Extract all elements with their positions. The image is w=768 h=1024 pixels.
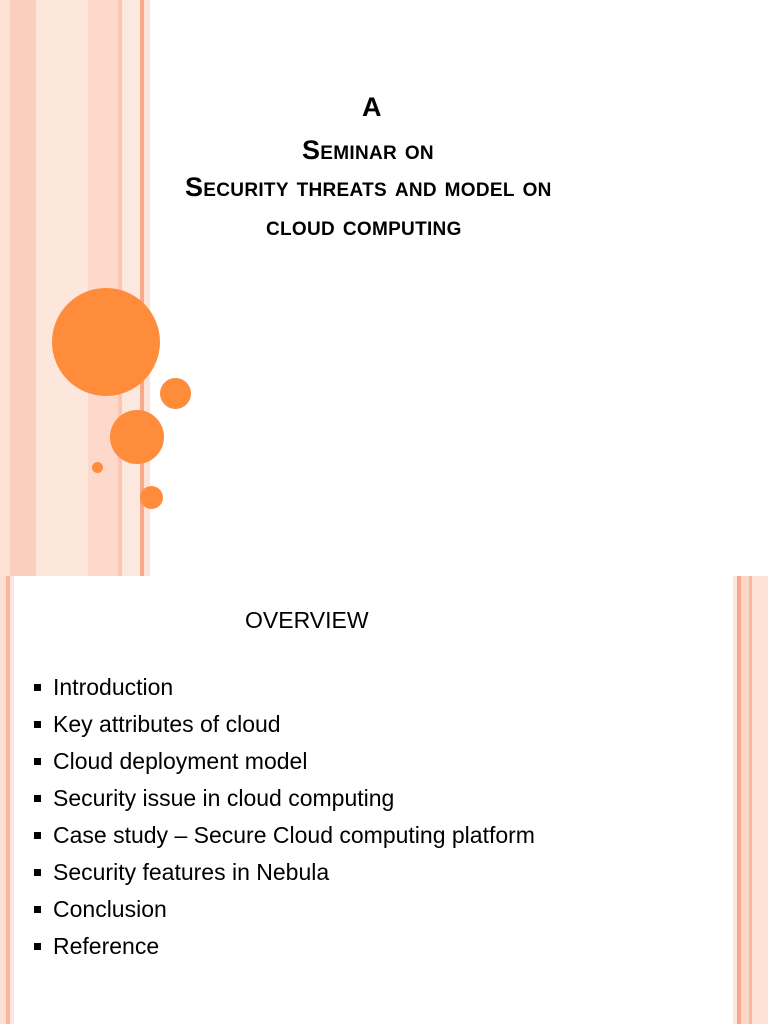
overview-list xyxy=(34,672,535,968)
decorative-circle-medium xyxy=(110,410,164,464)
list-item xyxy=(34,820,535,857)
title-line-4: cloud computing xyxy=(266,211,462,241)
list-item-label: Conclusion xyxy=(53,896,167,922)
stripe-band xyxy=(0,0,10,576)
stripe-band xyxy=(752,576,768,1024)
bullet-icon xyxy=(34,906,41,913)
list-item xyxy=(34,931,535,968)
title-line-3: Security threats and model on xyxy=(185,172,552,202)
bullet-icon xyxy=(34,869,41,876)
stripe-band xyxy=(122,0,140,576)
list-item-label: Case study – Secure Cloud computing platform xyxy=(53,822,535,848)
bullet-icon xyxy=(34,943,41,950)
bullet-icon xyxy=(34,684,41,691)
list-item xyxy=(34,709,535,746)
list-item xyxy=(34,894,535,931)
stripe-band xyxy=(10,576,14,1024)
list-item-label: Security issue in cloud computing xyxy=(53,785,395,811)
title-line-2: Seminar on xyxy=(302,135,434,165)
overview-slide xyxy=(0,576,768,1024)
title-line-1: A xyxy=(362,92,382,122)
list-item xyxy=(34,783,535,820)
decorative-circle-tiny xyxy=(92,462,103,473)
list-item xyxy=(34,746,535,783)
overview-heading: OVERVIEW xyxy=(245,607,369,633)
list-item-label: Introduction xyxy=(53,674,174,700)
list-item-label: Reference xyxy=(53,933,160,959)
bullet-icon xyxy=(34,721,41,728)
decorative-circle-small xyxy=(140,486,163,509)
bullet-icon xyxy=(34,832,41,839)
bullet-icon xyxy=(34,758,41,765)
stripe-band xyxy=(741,576,749,1024)
list-item-label: Key attributes of cloud xyxy=(53,711,281,737)
decorative-circle-small xyxy=(160,378,191,409)
list-item xyxy=(34,672,535,709)
list-item xyxy=(34,857,535,894)
stripe-band xyxy=(10,0,36,576)
bullet-icon xyxy=(34,795,41,802)
list-item-label: Security features in Nebula xyxy=(53,859,330,885)
list-item-label: Cloud deployment model xyxy=(53,748,308,774)
decorative-circle-large xyxy=(52,288,160,396)
stripe-band xyxy=(36,0,88,576)
